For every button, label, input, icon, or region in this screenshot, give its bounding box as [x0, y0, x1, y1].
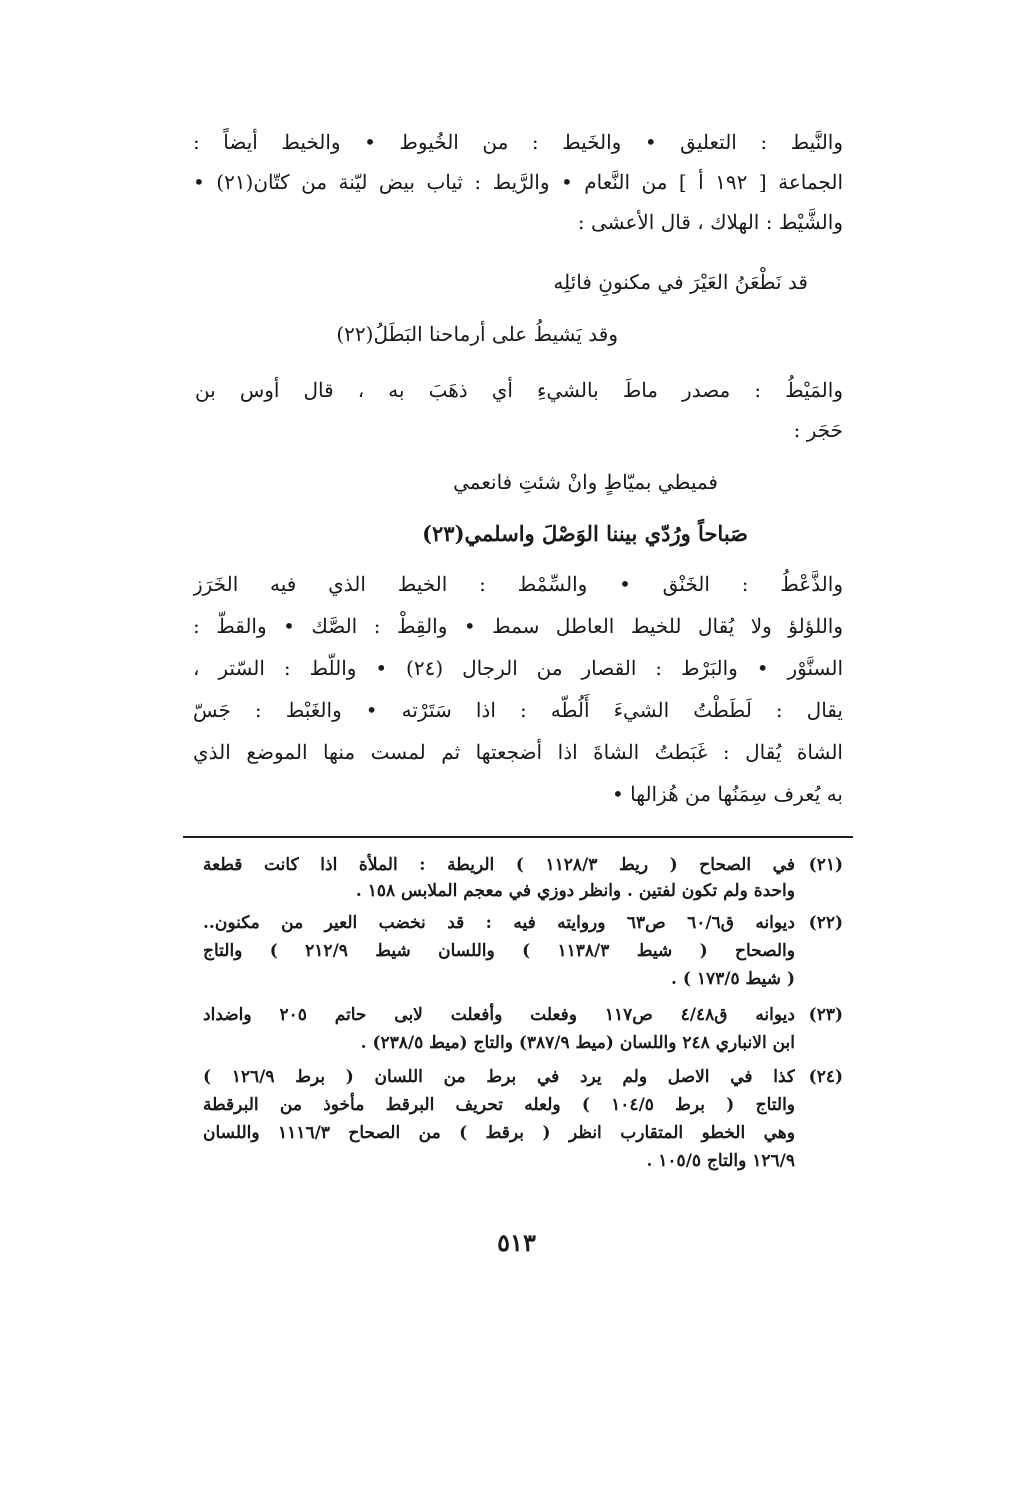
footnote-line: ابن الانباري ٢٤٨ واللسان (ميط ٣٨٧/٩) والتاج (ميط ٢٣٨/٥) . — [360, 1033, 795, 1053]
footnote-line: وهي الخطو المتقارب انظر ( برقط ) من الصحاح ١١١٦/٣ واللسان — [203, 1123, 795, 1143]
footnote-line: ديوانه ق٤/٤٨ ص١١٧ وفعلت وأفعلت لابى حاتم ٢٠٥ واضداد — [203, 1005, 795, 1025]
body-line: والذَّعْطُ : الخَنْق • والسِّمْط : الخيط الذي فيه الخَرَز — [193, 572, 843, 596]
verse-line: وقد يَشيطُ على أرماحنا البَطَلُ(٢٢) — [336, 322, 618, 346]
verse-line: قد نَطْعَنُ العَيْرَ في مكنونِ فائلِه — [553, 270, 808, 294]
body-line: والمَيْطُ : مصدر ماطَ بالشيءِ أي ذهَبَ به ، قال أوس بن — [195, 378, 843, 402]
footnote-line: ( شيط ١٧٣/٥ ) . — [671, 969, 795, 989]
body-line: والنَّيط : التعليق • والخَيط : من الخُيوط • والخيط أيضاً : — [193, 130, 843, 154]
body-line: والشَّيْط : الهلاك ، قال الأعشى : — [577, 210, 843, 234]
body-line: السنَّوْر • والبَرْط : القصار من الرجال (٢٤) • واللّط : السّتر ، — [193, 656, 843, 680]
verse-line: فميطي بميّاطٍ وانْ شئتِ فانعمي — [453, 470, 718, 494]
footnote-line: والصحاح ( شيط ١١٣٨/٣ ) واللسان شيط ٢١٢/٩ ) والتاج — [203, 941, 795, 961]
body-line: حَجَر : — [793, 418, 843, 442]
footnote-number: (٢٢) — [808, 913, 843, 933]
verse-line: صَباحاً ورُدّي بيننا الوَصْلَ واسلمي(٢٣) — [422, 521, 748, 546]
body-line: الشاة يُقال : غَبَطتُ الشاةَ اذا أضجعتها ثم لمست منها الموضع الذي — [193, 740, 843, 764]
footnote-line: في الصحاح ( ريط ١١٢٨/٣ ) الريطة : الملأة اذا كانت قطعة — [203, 855, 795, 875]
page-number: ٥١٣ — [497, 1228, 536, 1257]
footnote-line: واحدة ولم تكون لفتين . وانظر دوزي في معجم الملابس ١٥٨ . — [355, 881, 795, 901]
footnote-line: ديوانه ق٦٠/٦ ص٦٣ وروايته فيه : قد نخضب العير من مكنون.. — [203, 913, 795, 933]
footnote-number: (٢٣) — [808, 1005, 843, 1025]
footnote-line: ١٢٦/٩ والتاج ١٠٥/٥ . — [646, 1151, 795, 1171]
body-line: به يُعرف سِمَنُها من هُزالها • — [611, 782, 843, 806]
footnote-line: والتاج ( برط ١٠٤/٥ ) ولعله تحريف البرقط مأخوذ من البرقطة — [203, 1095, 795, 1115]
body-line: يقال : لَطَطْتُ الشيءَ أَلُطّه : اذا سَتَرْته • والغَبْط : جَسّ — [193, 698, 843, 722]
body-line: واللؤلؤ ولا يُقال للخيط العاطل سمط • والقِطْ : الصَّك • والقطّ : — [193, 614, 843, 638]
footnote-number: (٢١) — [808, 855, 843, 875]
footnote-number: (٢٤) — [808, 1067, 843, 1087]
footnote-divider — [183, 836, 853, 838]
body-line: الجماعة [ ١٩٢ أ ] من النَّعام • والرَّيط : ثياب بيض ليّنة من كتّان(٢١) • — [193, 170, 843, 194]
footnote-line: كذا في الاصل ولم يرد في برط من اللسان ( برط ١٢٦/٩ ) — [203, 1067, 795, 1087]
